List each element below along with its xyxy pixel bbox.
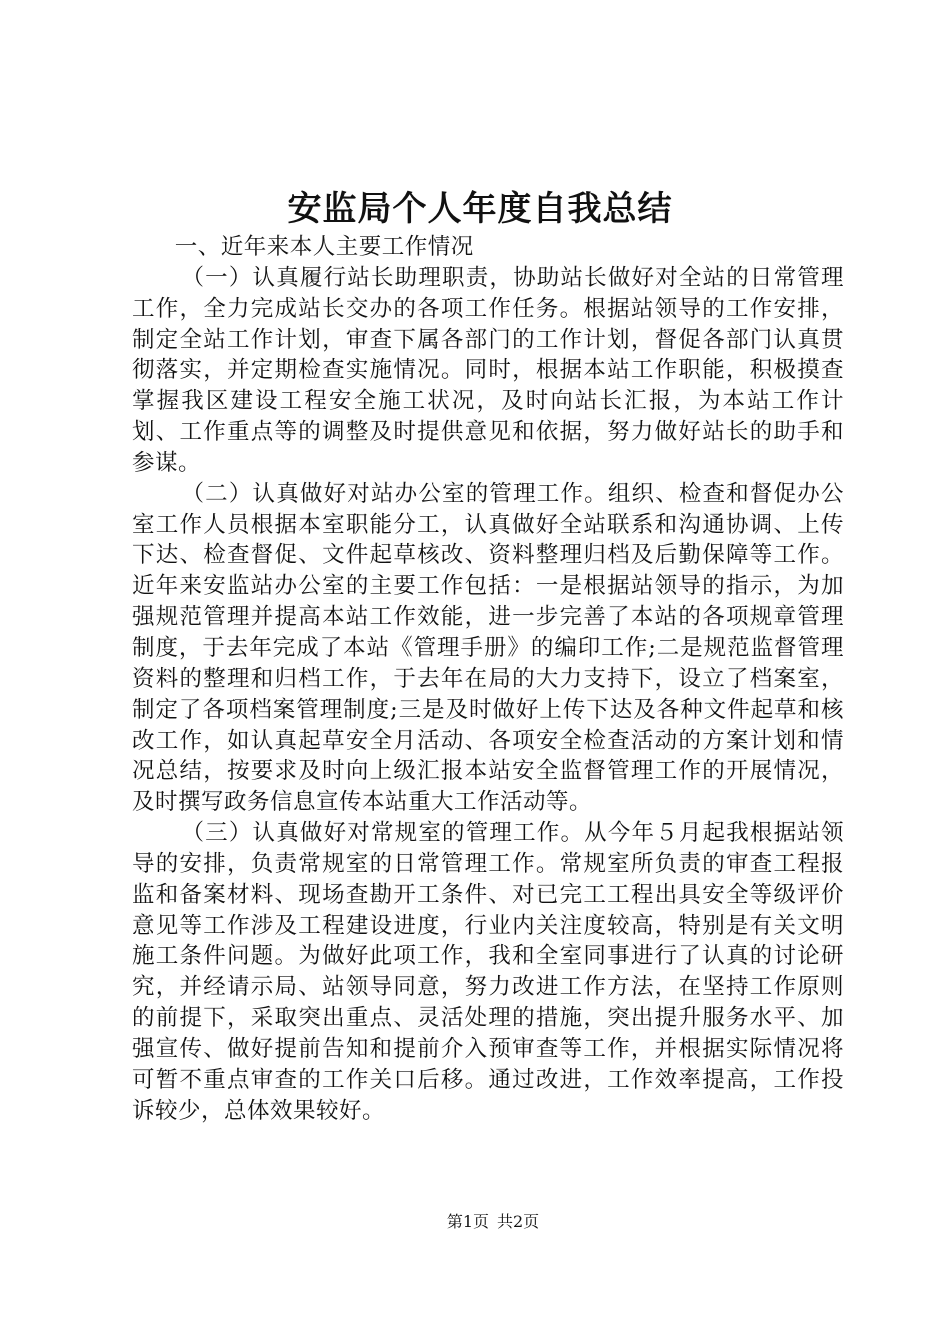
page-footer xyxy=(0,1212,950,1232)
document-title: 安监局个人年度自我总结 xyxy=(287,189,673,229)
page-total: 共2页 xyxy=(497,1212,540,1231)
page-number: 第1页 xyxy=(446,1212,489,1231)
paragraph-2: （二）认真做好对站办公室的管理工作。组织、检查和督促办公室工作人员根据本室职能分工，认真做好全站联系和沟通协调、上传下达、检查督促、文件起草核改、资料整理归档及后勤保障等工作。近年来安监站办公室的主要工作包括：一是根据站领导的指示，为加强规范管理并提高本站工作效能，进一步完善了本站的各项规章管理制度，于去年完成了本站《管理手册》的编印工作;二是规范监督管理资料的整理和归档工作，于去年在局的大力支持下，设立了档案室，制定了各项档案管理制度;三是及时做好上传下达及各种文件起草和核改工作，如认真起草安全月活动、各项安全检查活动的方案计划和情况总结，按要求及时向上级汇报本站安全监督管理工作的开展情况，及时撰写政务信息宣传本站重大工作活动等。 xyxy=(132,480,844,816)
paragraph-3: （三）认真做好对常规室的管理工作。从今年５月起我根据站领导的安排，负责常规室的日常管理工作。常规室所负责的审查工程报监和备案材料、现场查勘开工条件、对已完工工程出具安全等级评价意见等工作涉及工程建设进度，行业内关注度较高，特别是有关文明施工条件问题。为做好此项工作，我和全室同事进行了认真的讨论研究，并经请示局、站领导同意，努力改进工作方法，在坚持工作原则的前提下，采取突出重点、灵活处理的措施，突出提升服务水平、加强宣传、做好提前告知和提前介入预审查等工作，并根据实际情况将可暂不重点审查的工作关口后移。通过改进，工作效率提高，工作投诉较少，总体效果较好。 xyxy=(132,820,844,1124)
paragraph-1: （一）认真履行站长助理职责，协助站长做好对全站的日常管理工作，全力完成站长交办的各项工作任务。根据站领导的工作安排，制定全站工作计划，审查下属各部门的工作计划，督促各部门认真贯彻落实，并定期检查实施情况。同时，根据本站工作职能，积极摸查掌握我区建设工程安全施工状况，及时向站长汇报，为本站工作计划、工作重点等的调整及时提供意见和依据，努力做好站长的助手和参谋。 xyxy=(132,264,844,476)
document-body xyxy=(132,232,844,1126)
section-heading: 一、近年来本人主要工作情况 xyxy=(174,234,474,260)
